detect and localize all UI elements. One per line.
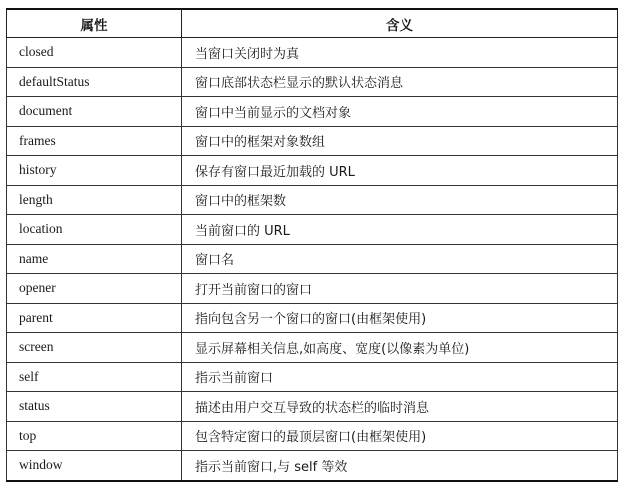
property-description: 窗口中的框架数	[182, 185, 618, 215]
property-name: status	[7, 392, 182, 422]
property-name: history	[7, 156, 182, 186]
property-description: 窗口中当前显示的文档对象	[182, 97, 618, 127]
table-row	[7, 185, 618, 215]
table-row	[7, 244, 618, 274]
property-description: 保存有窗口最近加载的 URL	[182, 156, 618, 186]
table-row	[7, 421, 618, 451]
table-row	[7, 156, 618, 186]
header-meaning: 含义	[182, 9, 618, 38]
property-description: 窗口底部状态栏显示的默认状态消息	[182, 67, 618, 97]
property-name: location	[7, 215, 182, 245]
property-description: 包含特定窗口的最顶层窗口(由框架使用)	[182, 421, 618, 451]
property-description: 当窗口关闭时为真	[182, 38, 618, 68]
property-description: 窗口名	[182, 244, 618, 274]
property-description: 当前窗口的 URL	[182, 215, 618, 245]
property-name: defaultStatus	[7, 67, 182, 97]
table-header-row	[7, 9, 618, 38]
table-row	[7, 303, 618, 333]
property-description: 指示当前窗口,与 self 等效	[182, 451, 618, 481]
property-name: parent	[7, 303, 182, 333]
table-row	[7, 67, 618, 97]
property-name: screen	[7, 333, 182, 363]
table-row	[7, 126, 618, 156]
property-name: frames	[7, 126, 182, 156]
window-properties-table	[6, 8, 618, 482]
property-name: closed	[7, 38, 182, 68]
header-property: 属性	[7, 9, 182, 38]
property-description: 窗口中的框架对象数组	[182, 126, 618, 156]
property-description: 描述由用户交互导致的状态栏的临时消息	[182, 392, 618, 422]
table-row	[7, 333, 618, 363]
table-row	[7, 97, 618, 127]
table-row	[7, 38, 618, 68]
table-row	[7, 451, 618, 481]
table-row	[7, 274, 618, 304]
property-description: 打开当前窗口的窗口	[182, 274, 618, 304]
property-description: 指示当前窗口	[182, 362, 618, 392]
property-description: 指向包含另一个窗口的窗口(由框架使用)	[182, 303, 618, 333]
window-properties-table-container	[6, 8, 617, 482]
property-name: opener	[7, 274, 182, 304]
table-row	[7, 215, 618, 245]
property-name: self	[7, 362, 182, 392]
property-name: length	[7, 185, 182, 215]
property-name: window	[7, 451, 182, 481]
property-description: 显示屏幕相关信息,如高度、宽度(以像素为单位)	[182, 333, 618, 363]
property-name: document	[7, 97, 182, 127]
property-name: top	[7, 421, 182, 451]
table-row	[7, 362, 618, 392]
property-name: name	[7, 244, 182, 274]
table-row	[7, 392, 618, 422]
